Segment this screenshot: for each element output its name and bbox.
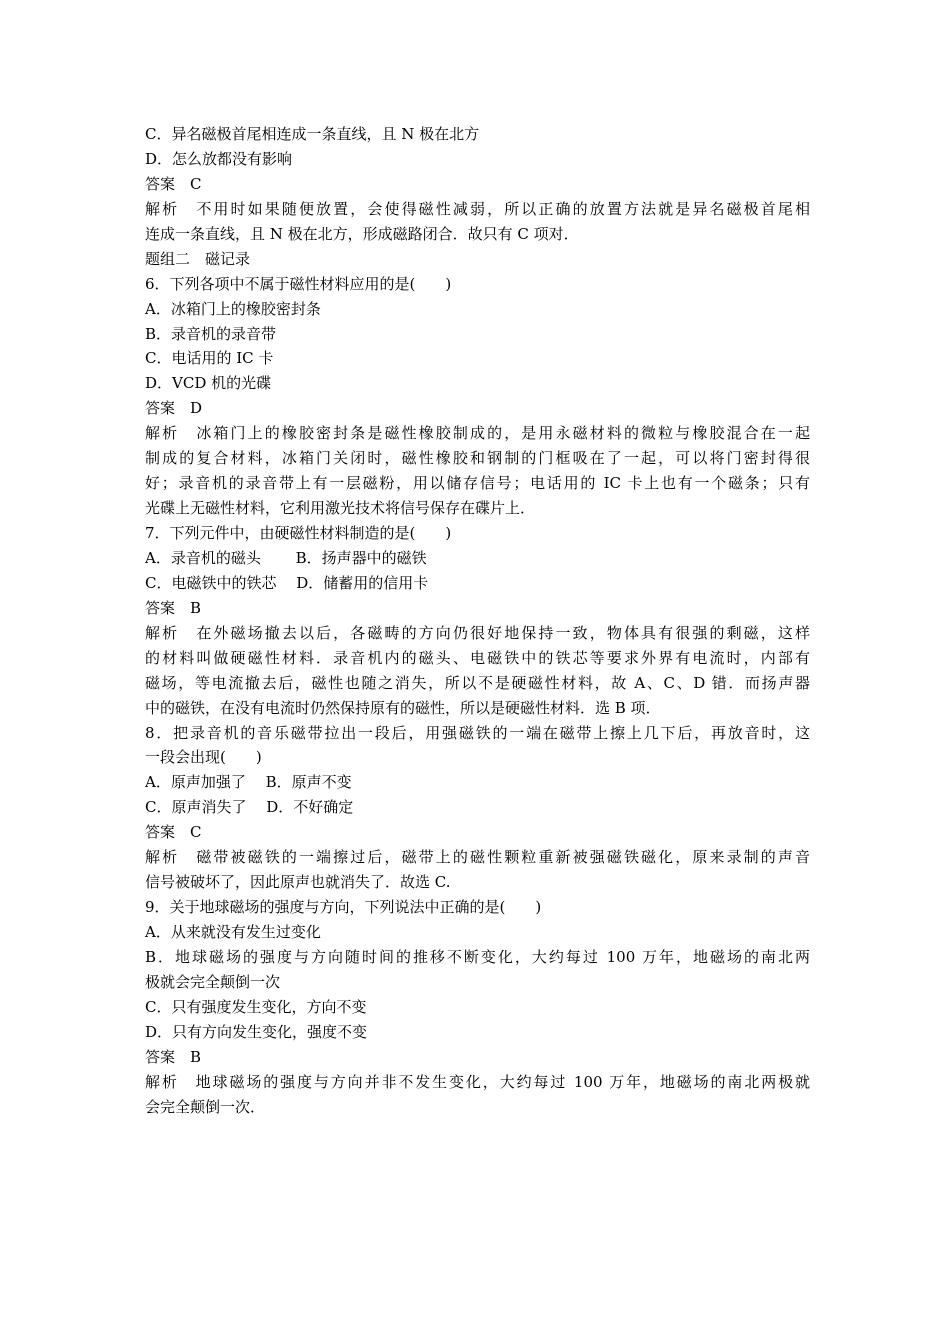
- text-line: D．怎么放都没有影响: [145, 149, 293, 168]
- text-line: 答案 B: [145, 598, 202, 617]
- text-line: 磁场，等电流撤去后，磁性也随之消失，所以不是硬磁性材料，故 A、C、D 错．而扬声器: [145, 673, 810, 692]
- text-line: D．只有方向发生变化，强度不变: [145, 1022, 368, 1041]
- text-line: 解析 磁带被磁铁的一端擦过后，磁带上的磁性颗粒重新被强磁铁磁化，原来录制的声音: [145, 848, 810, 867]
- text-line: 会完全颠倒一次．: [145, 1097, 266, 1116]
- text-line: A．冰箱门上的橡胶密封条: [145, 299, 321, 318]
- text-line: 解析 地球磁场的强度与方向并非不发生变化，大约每过 100 万年，地磁场的南北两极就: [145, 1072, 810, 1091]
- text-line: A．原声加强了 B．原声不变: [145, 773, 352, 792]
- text-line: B．录音机的录音带: [145, 324, 277, 343]
- text-line: 6．下列各项中不属于磁性材料应用的是( ): [145, 274, 452, 293]
- document-page: [145, 122, 810, 1120]
- text-line: 9．关于地球磁场的强度与方向，下列说法中正确的是( ): [145, 898, 542, 917]
- text-line: 信号被破坏了，因此原声也就消失了．故选 C.: [145, 873, 451, 892]
- text-line: 答案 C: [145, 823, 202, 842]
- text-line: C．原声消失了 D．不好确定: [145, 798, 354, 817]
- text-line: A．录音机的磁头 B．扬声器中的磁铁: [145, 548, 427, 567]
- text-line: 极就会完全颠倒一次: [145, 972, 281, 991]
- text-line: 解析 在外磁场撤去以后，各磁畴的方向仍很好地保持一致，物体具有很强的剩磁，这样: [145, 623, 810, 642]
- text-line: 中的磁铁，在没有电流时仍然保持原有的磁性，所以是硬磁性材料．选 B 项．: [145, 698, 661, 717]
- text-line: C．电磁铁中的铁芯 D．储蓄用的信用卡: [145, 573, 429, 592]
- text-line: 题组二 磁记录: [145, 249, 251, 268]
- text-line: 光碟上无磁性材料，它利用激光技术将信号保存在碟片上．: [145, 499, 536, 518]
- text-line: 答案 D: [145, 399, 203, 418]
- text-line: A．从来就没有发生过变化: [145, 923, 321, 941]
- text-line: 的材料叫做硬磁性材料．录音机内的磁头、电磁铁中的铁芯等要求外界有电流时，内部有: [145, 648, 810, 667]
- text-line: 7．下列元件中，由硬磁性材料制造的是( ): [145, 524, 452, 542]
- text-line: 8．把录音机的音乐磁带拉出一段后，用强磁铁的一端在磁带上擦上几下后，再放音时，这: [145, 723, 810, 742]
- text-line: 好；录音机的录音带上有一层磁粉，用以储存信号；电话用的 IC 卡上也有一个磁条；只有: [145, 474, 810, 493]
- text-line: 连成一条直线，且 N 极在北方，形成磁路闭合．故只有 C 项对．: [145, 224, 579, 243]
- text-line: 答案 C: [145, 174, 202, 193]
- text-line: C．只有强度发生变化，方向不变: [145, 997, 367, 1016]
- text-line: C．电话用的 IC 卡: [145, 349, 274, 368]
- text-line: C．异名磁极首尾相连成一条直线，且 N 极在北方: [145, 125, 480, 143]
- text-line: D．VCD 机的光碟: [145, 374, 272, 393]
- text-line: 解析 冰箱门上的橡胶密封条是磁性橡胶制成的，是用永磁材料的微粒与橡胶混合在一起: [145, 424, 810, 443]
- text-line: 一段会出现( ): [145, 748, 262, 767]
- text-line: 制成的复合材料，冰箱门关闭时，磁性橡胶和钢制的门框吸在了一起，可以将门密封得很: [145, 449, 810, 468]
- text-line: 答案 B: [145, 1047, 202, 1066]
- text-line: B．地球磁场的强度与方向随时间的推移不断变化，大约每过 100 万年，地磁场的南北两: [145, 947, 810, 966]
- text-line: 解析 不用时如果随便放置，会使得磁性减弱，所以正确的放置方法就是异名磁极首尾相: [145, 199, 810, 218]
